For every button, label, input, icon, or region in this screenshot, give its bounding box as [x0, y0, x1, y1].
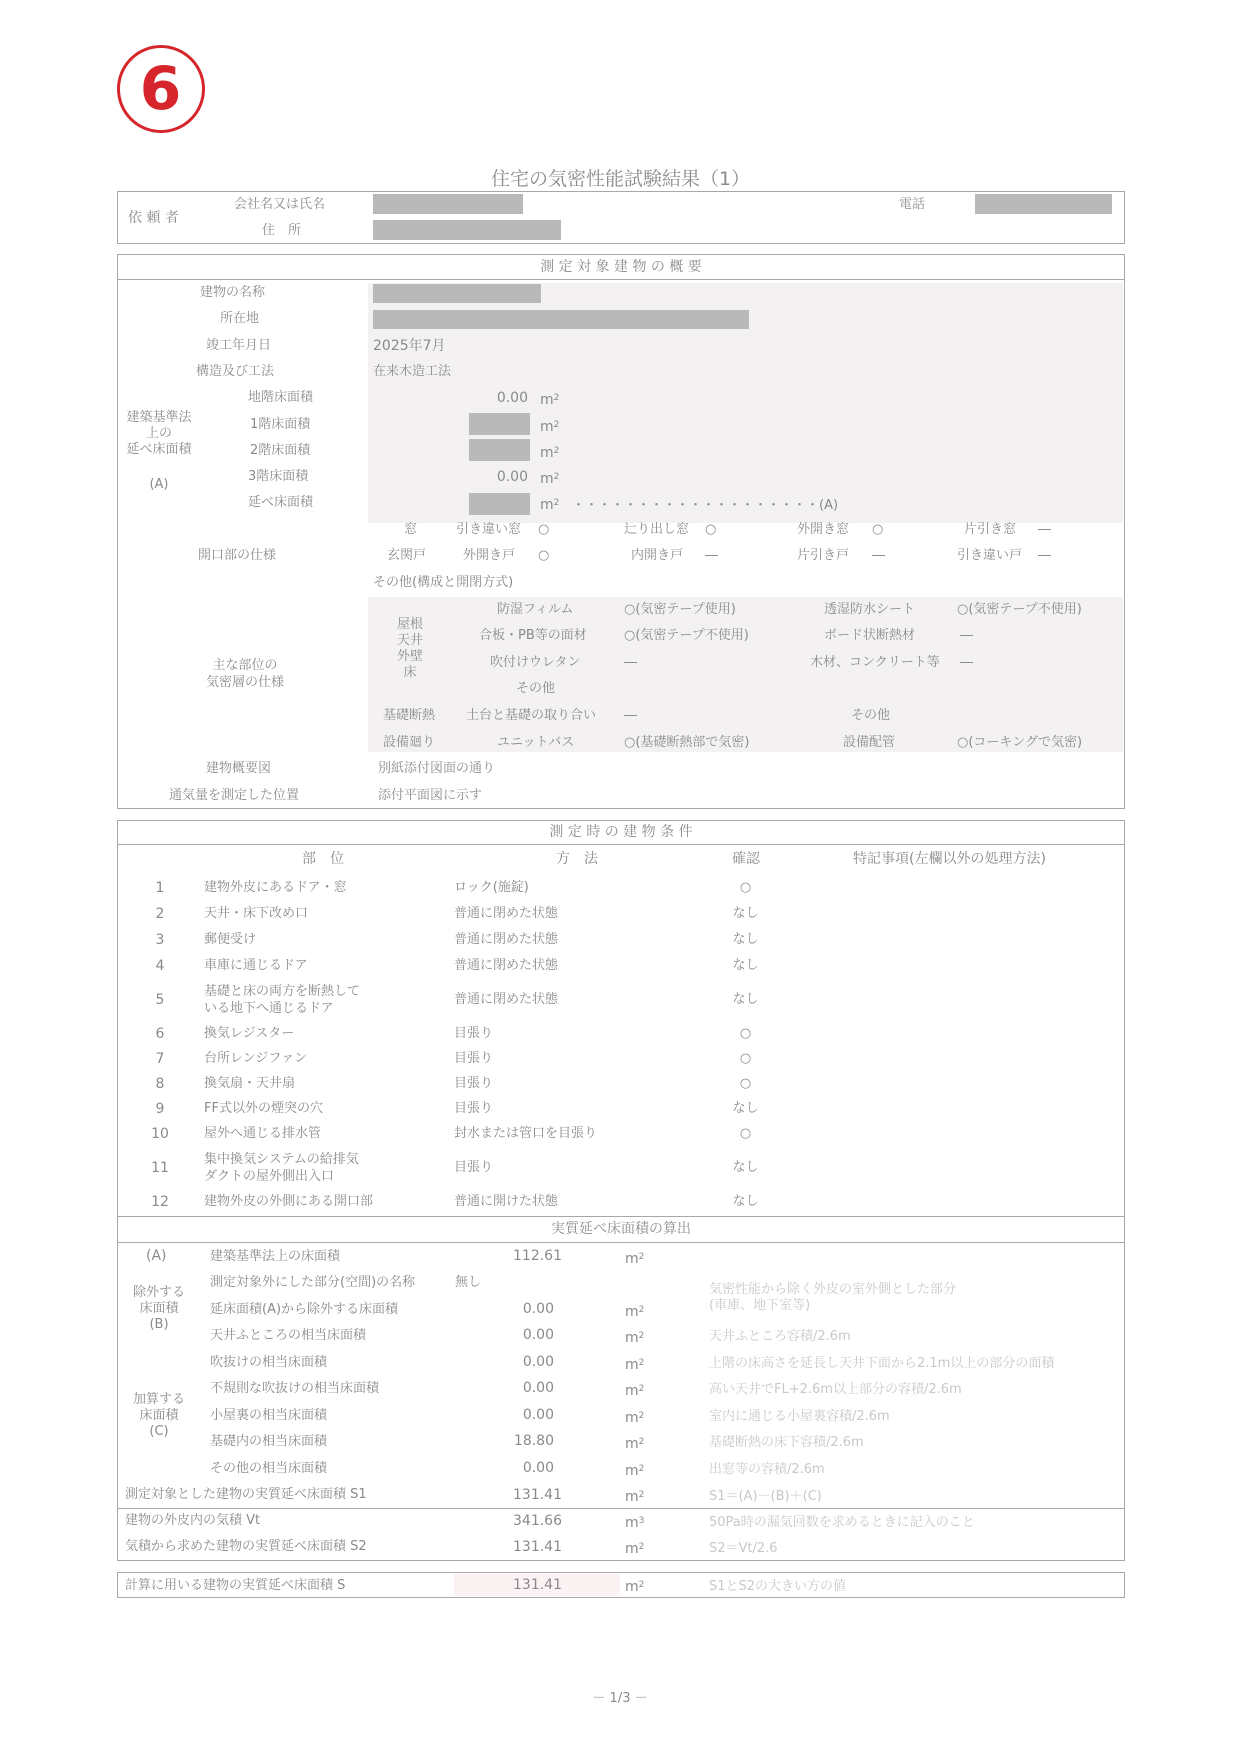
excl-area-label: 延床面積(A)から除外する床面積	[210, 1302, 399, 1317]
condition-check: ○	[739, 1076, 752, 1091]
condition-method: 普通に開けた状態	[454, 1194, 559, 1209]
condition-no: 12	[151, 1194, 169, 1210]
floor-area-group-2: 上の	[145, 426, 172, 441]
add-row-name: 不規則な吹抜けの相当床面積	[210, 1381, 380, 1396]
s2-label: 気積から求めた建物の実質延べ床面積 S2	[125, 1539, 367, 1554]
equipment-b-value: ○(コーキングで気密)	[957, 735, 1083, 750]
add-row-value: 0.00	[522, 1460, 554, 1476]
calc-unit: $m^2$	[625, 1383, 645, 1399]
condition-part: 換気レジスター	[204, 1026, 295, 1041]
condition-method: 封水または管口を目張り	[454, 1126, 598, 1141]
airtight-b-value: ―	[960, 628, 973, 643]
company-redacted	[373, 194, 523, 214]
condition-method: 普通に閉めた状態	[454, 992, 559, 1007]
door-mark: ○	[538, 548, 550, 563]
airtight-b: 木材、コンクリート等	[810, 655, 940, 670]
add-group-3: (C)	[149, 1424, 169, 1439]
equipment-b: 設備配管	[843, 735, 896, 750]
add-row-value: 18.80	[513, 1433, 554, 1449]
position-value: 添付平面図に示す	[378, 788, 483, 803]
add-row-note: 天井ふところ容積/2.6m	[709, 1329, 851, 1344]
structure-label: 構造及び工法	[196, 364, 275, 379]
floor-row-value: 0.00	[496, 469, 528, 485]
col-method: 方 法	[556, 851, 598, 867]
calc-a-name: 建築基準法上の床面積	[210, 1249, 341, 1264]
overview-header: 測 定 対 象 建 物 の 概 要	[540, 259, 702, 275]
position-label: 通気量を測定した位置	[169, 788, 300, 803]
floor-area-group-4: (A)	[149, 477, 169, 492]
calc-unit: $m^2$	[625, 1489, 645, 1505]
door-mark: ―	[705, 548, 718, 563]
condition-part: 郵便受け	[204, 932, 257, 947]
calc-header-bottom	[117, 1242, 1125, 1243]
airtight-a: 合板・PB等の面材	[479, 628, 587, 643]
floor-row-unit: $m^2$	[540, 392, 560, 408]
calc-unit: $m^2$	[625, 1251, 645, 1267]
window-mark: ○	[538, 522, 550, 537]
completion-value: 2025年7月	[373, 338, 446, 354]
add-group-2: 床面積	[139, 1408, 179, 1423]
condition-check: ○	[739, 1051, 752, 1066]
condition-part: 集中換気システムの給排気 ダクトの屋外側出入口	[204, 1152, 359, 1184]
condition-method: 普通に閉めた状態	[454, 906, 559, 921]
calc-a-value: 112.61	[513, 1248, 562, 1264]
condition-no: 9	[155, 1101, 165, 1117]
condition-part: 台所レンジファン	[204, 1051, 308, 1066]
s1-label: 測定対象とした建物の実質延べ床面積 S1	[125, 1487, 367, 1502]
airtight-a-value: ○(気密テープ不使用)	[624, 628, 749, 643]
condition-method: 普通に閉めた状態	[454, 958, 559, 973]
calc-unit: $m^2$	[625, 1436, 645, 1452]
vt-line	[117, 1508, 1125, 1509]
phone-redacted	[975, 194, 1112, 214]
condition-no: 2	[155, 906, 165, 922]
foundation-item: 土台と基礎の取り合い	[466, 708, 597, 723]
condition-method: 普通に閉めた状態	[454, 932, 559, 947]
equipment-value: ○(基礎断熱部で気密)	[624, 735, 750, 750]
condition-check: ○	[739, 880, 752, 895]
floor-row-label: 延べ床面積	[248, 495, 314, 510]
add-row-note: 出窓等の容積/2.6m	[709, 1462, 825, 1477]
add-row-value: 0.00	[522, 1354, 554, 1370]
excl-note-1: 気密性能から除く外皮の室外側とした部分	[709, 1282, 957, 1297]
calc-unit: $m^2$	[625, 1357, 645, 1373]
door-name: 外開き戸	[463, 548, 516, 563]
airtight-other: その他	[516, 681, 556, 696]
airtight-label-1: 主な部位の	[212, 658, 278, 673]
condition-no: 7	[155, 1051, 165, 1067]
s2-value: 131.41	[513, 1539, 562, 1555]
door-mark: ―	[872, 548, 885, 563]
window-label: 窓	[404, 522, 418, 537]
excl-area-value: 0.00	[522, 1301, 554, 1317]
floor-row-value: 0.00	[496, 390, 528, 406]
condition-no: 5	[155, 992, 165, 1008]
company-label: 会社名又は氏名	[234, 197, 326, 212]
structure-value: 在来木造工法	[373, 364, 452, 379]
condition-check: ○	[739, 1126, 752, 1141]
airtight-b: 透湿防水シート	[824, 602, 916, 617]
address-label: 住 所	[262, 223, 302, 238]
excl-group-3: (B)	[149, 1317, 169, 1332]
door-name: 内開き戸	[631, 548, 684, 563]
parts-label-1: 屋根	[396, 617, 423, 632]
vt-note: 50Pa時の漏気回数を求めるときに記入のこと	[709, 1515, 975, 1530]
s1-note: S1＝(A)－(B)＋(C)	[709, 1489, 822, 1504]
s1-value: 131.41	[513, 1487, 562, 1503]
section-number-badge	[117, 45, 205, 133]
condition-no: 10	[151, 1126, 169, 1142]
s-label: 計算に用いる建物の実質延べ床面積 S	[125, 1578, 346, 1593]
add-row-name: その他の相当床面積	[210, 1461, 328, 1476]
overview-header-line	[117, 279, 1125, 280]
floor-row-redacted	[469, 439, 530, 461]
condition-part: 建物外皮にあるドア・窓	[204, 880, 347, 895]
add-row-note: 高い天井でFL+2.6m以上部分の容積/2.6m	[709, 1382, 962, 1397]
s-note: S1とS2の大きい方の値	[709, 1579, 847, 1594]
vt-label: 建物の外皮内の気積 Vt	[125, 1513, 261, 1528]
location-label: 所在地	[220, 311, 260, 326]
floor-total-redacted	[469, 493, 530, 515]
door-name: 引き違い戸	[957, 548, 1023, 563]
vt-value: 341.66	[513, 1513, 562, 1529]
opening-label: 開口部の仕様	[198, 548, 277, 563]
completion-label: 竣工年月日	[206, 338, 272, 353]
col-check: 確認	[732, 851, 760, 867]
condition-check: ○	[739, 1026, 752, 1041]
floor-row-label: 3階床面積	[248, 469, 309, 484]
floor-area-group-1: 建築基準法	[126, 410, 192, 425]
equipment-item: ユニットバス	[497, 735, 575, 750]
window-mark: ○	[872, 522, 884, 537]
add-row-name: 吹抜けの相当床面積	[210, 1355, 328, 1370]
condition-part: 屋外へ通じる排水管	[204, 1126, 322, 1141]
foundation-value: ―	[624, 708, 637, 723]
condition-check: なし	[732, 906, 759, 921]
s2-note: S2＝Vt/2.6	[709, 1541, 778, 1556]
condition-method: 目張り	[454, 1026, 494, 1041]
airtight-b: ボード状断熱材	[824, 628, 916, 643]
add-row-value: 0.00	[522, 1327, 554, 1343]
calc-unit: $m^2$	[625, 1579, 645, 1595]
equipment-label: 設備廻り	[383, 735, 436, 750]
conditions-header: 測 定 時 の 建 物 条 件	[549, 824, 693, 840]
condition-part: 天井・床下改め口	[204, 906, 309, 921]
window-name: 片引き窓	[964, 522, 1017, 537]
client-label: 依 頼 者	[128, 210, 179, 226]
airtight-label-2: 気密層の仕様	[205, 675, 284, 690]
col-notes: 特記事項(左欄以外の処理方法)	[853, 851, 1046, 867]
condition-check: なし	[732, 992, 759, 1007]
page-title: 住宅の気密性能試験結果（1）	[490, 168, 751, 190]
airtight-a-value: ○(気密テープ使用)	[624, 602, 736, 617]
calc-unit: $m^2$	[625, 1330, 645, 1346]
conditions-header-line	[117, 844, 1125, 845]
add-row-value: 0.00	[522, 1407, 554, 1423]
phone-label: 電話	[899, 197, 926, 212]
add-row-value: 0.00	[522, 1380, 554, 1396]
floor-row-unit: $m^2$	[540, 445, 560, 461]
condition-method: 目張り	[454, 1101, 494, 1116]
add-row-note: 基礎断熱の床下容積/2.6m	[709, 1435, 864, 1450]
calc-header-top	[117, 1216, 1125, 1217]
condition-check: なし	[732, 1160, 759, 1175]
add-row-note: 室内に通じる小屋裏容積/2.6m	[709, 1409, 890, 1424]
condition-check: なし	[732, 958, 759, 973]
condition-no: 11	[151, 1160, 169, 1176]
parts-label-4: 床	[403, 665, 417, 680]
window-mark: ―	[1038, 522, 1051, 537]
floor-row-label: 2階床面積	[250, 443, 311, 458]
excl-space-value: 無し	[455, 1275, 482, 1290]
floor-row-unit: $m^2$	[540, 497, 560, 513]
condition-no: 1	[155, 880, 165, 896]
other-opening: その他(構成と開閉方式)	[373, 575, 514, 590]
outline-value: 別紙添付図面の通り	[378, 761, 496, 776]
condition-part: 基礎と床の両方を断熱して いる地下へ通じるドア	[204, 984, 361, 1016]
condition-check: なし	[732, 1194, 759, 1209]
airtight-a-value: ―	[624, 655, 637, 670]
window-mark: ○	[705, 522, 717, 537]
floor-row-label: 地階床面積	[248, 390, 314, 405]
badge-number: 6	[139, 54, 182, 124]
condition-check: なし	[732, 932, 759, 947]
condition-part: FF式以外の煙突の穴	[204, 1101, 323, 1116]
add-row-name: 天井ふところの相当床面積	[210, 1328, 367, 1343]
door-label: 玄関戸	[387, 548, 427, 563]
calc-unit: $m^2$	[625, 1541, 645, 1557]
add-group-1: 加算する	[132, 1392, 185, 1407]
page-footer: － 1/3 －	[592, 1691, 648, 1706]
floor-row-unit: $m^2$	[540, 419, 560, 435]
airtight-b-value: ○(気密テープ不使用)	[957, 602, 1082, 617]
parts-label-3: 外壁	[396, 649, 423, 664]
condition-method: 目張り	[454, 1160, 494, 1175]
outline-label: 建物概要図	[206, 761, 272, 776]
condition-method: ロック(施錠)	[454, 880, 529, 895]
condition-part: 建物外皮の外側にある開口部	[204, 1194, 374, 1209]
condition-check: なし	[732, 1101, 759, 1116]
parts-label-2: 天井	[396, 633, 423, 648]
airtight-b-value: ―	[960, 655, 973, 670]
calc-header: 実質延べ床面積の算出	[551, 1221, 691, 1237]
airtight-shade	[368, 597, 1123, 752]
building-name-label: 建物の名称	[200, 285, 266, 300]
floor-row-unit: $m^2$	[540, 471, 560, 487]
condition-no: 8	[155, 1076, 165, 1092]
foundation-other: その他	[851, 708, 891, 723]
window-name: 外開き窓	[797, 522, 850, 537]
address-redacted	[373, 220, 561, 240]
condition-method: 目張り	[454, 1051, 494, 1066]
excl-space-label: 測定対象外にした部分(空間)の名称	[210, 1275, 416, 1290]
airtight-a: 吹付けウレタン	[490, 655, 581, 670]
add-row-name: 小屋裏の相当床面積	[210, 1408, 328, 1423]
airtight-a: 防湿フィルム	[497, 602, 574, 617]
calc-unit: $m^2$	[625, 1304, 645, 1320]
floor-row-label: 1階床面積	[250, 417, 311, 432]
add-row-name: 基礎内の相当床面積	[210, 1434, 328, 1449]
excl-group-2: 床面積	[139, 1301, 179, 1316]
location-redacted	[373, 310, 749, 329]
add-row-note: 上階の床高さを延長し天井下面から2.1m以上の部分の面積	[709, 1356, 1055, 1371]
condition-part: 換気扇・天井扇	[204, 1076, 296, 1091]
col-part: 部 位	[302, 851, 344, 867]
floor-total-suffix: ・・・・・・・・・・・・・・・・・・・(A)	[572, 498, 839, 513]
door-mark: ―	[1038, 548, 1051, 563]
building-name-redacted	[373, 284, 541, 303]
excl-note-2: (車庫、地下室等)	[709, 1298, 811, 1313]
calc-unit: $m^2$	[625, 1410, 645, 1426]
window-name: 引き違い窓	[456, 522, 522, 537]
condition-no: 3	[155, 932, 165, 948]
condition-no: 6	[155, 1026, 165, 1042]
excl-group-1: 除外する	[132, 1285, 185, 1300]
s-value: 131.41	[513, 1577, 562, 1593]
window-name: 辷り出し窓	[624, 522, 690, 537]
condition-no: 4	[155, 958, 165, 974]
calc-unit: $m^2$	[625, 1463, 645, 1479]
calc-a-label: (A)	[146, 1248, 167, 1264]
condition-part: 車庫に通じるドア	[204, 958, 308, 973]
foundation-label: 基礎断熱	[383, 708, 436, 723]
door-name: 片引き戸	[797, 548, 850, 563]
floor-row-redacted	[469, 413, 530, 435]
floor-area-group-3: 延べ床面積	[126, 442, 192, 457]
condition-method: 目張り	[454, 1076, 494, 1091]
calc-unit: $m^3$	[625, 1515, 645, 1531]
